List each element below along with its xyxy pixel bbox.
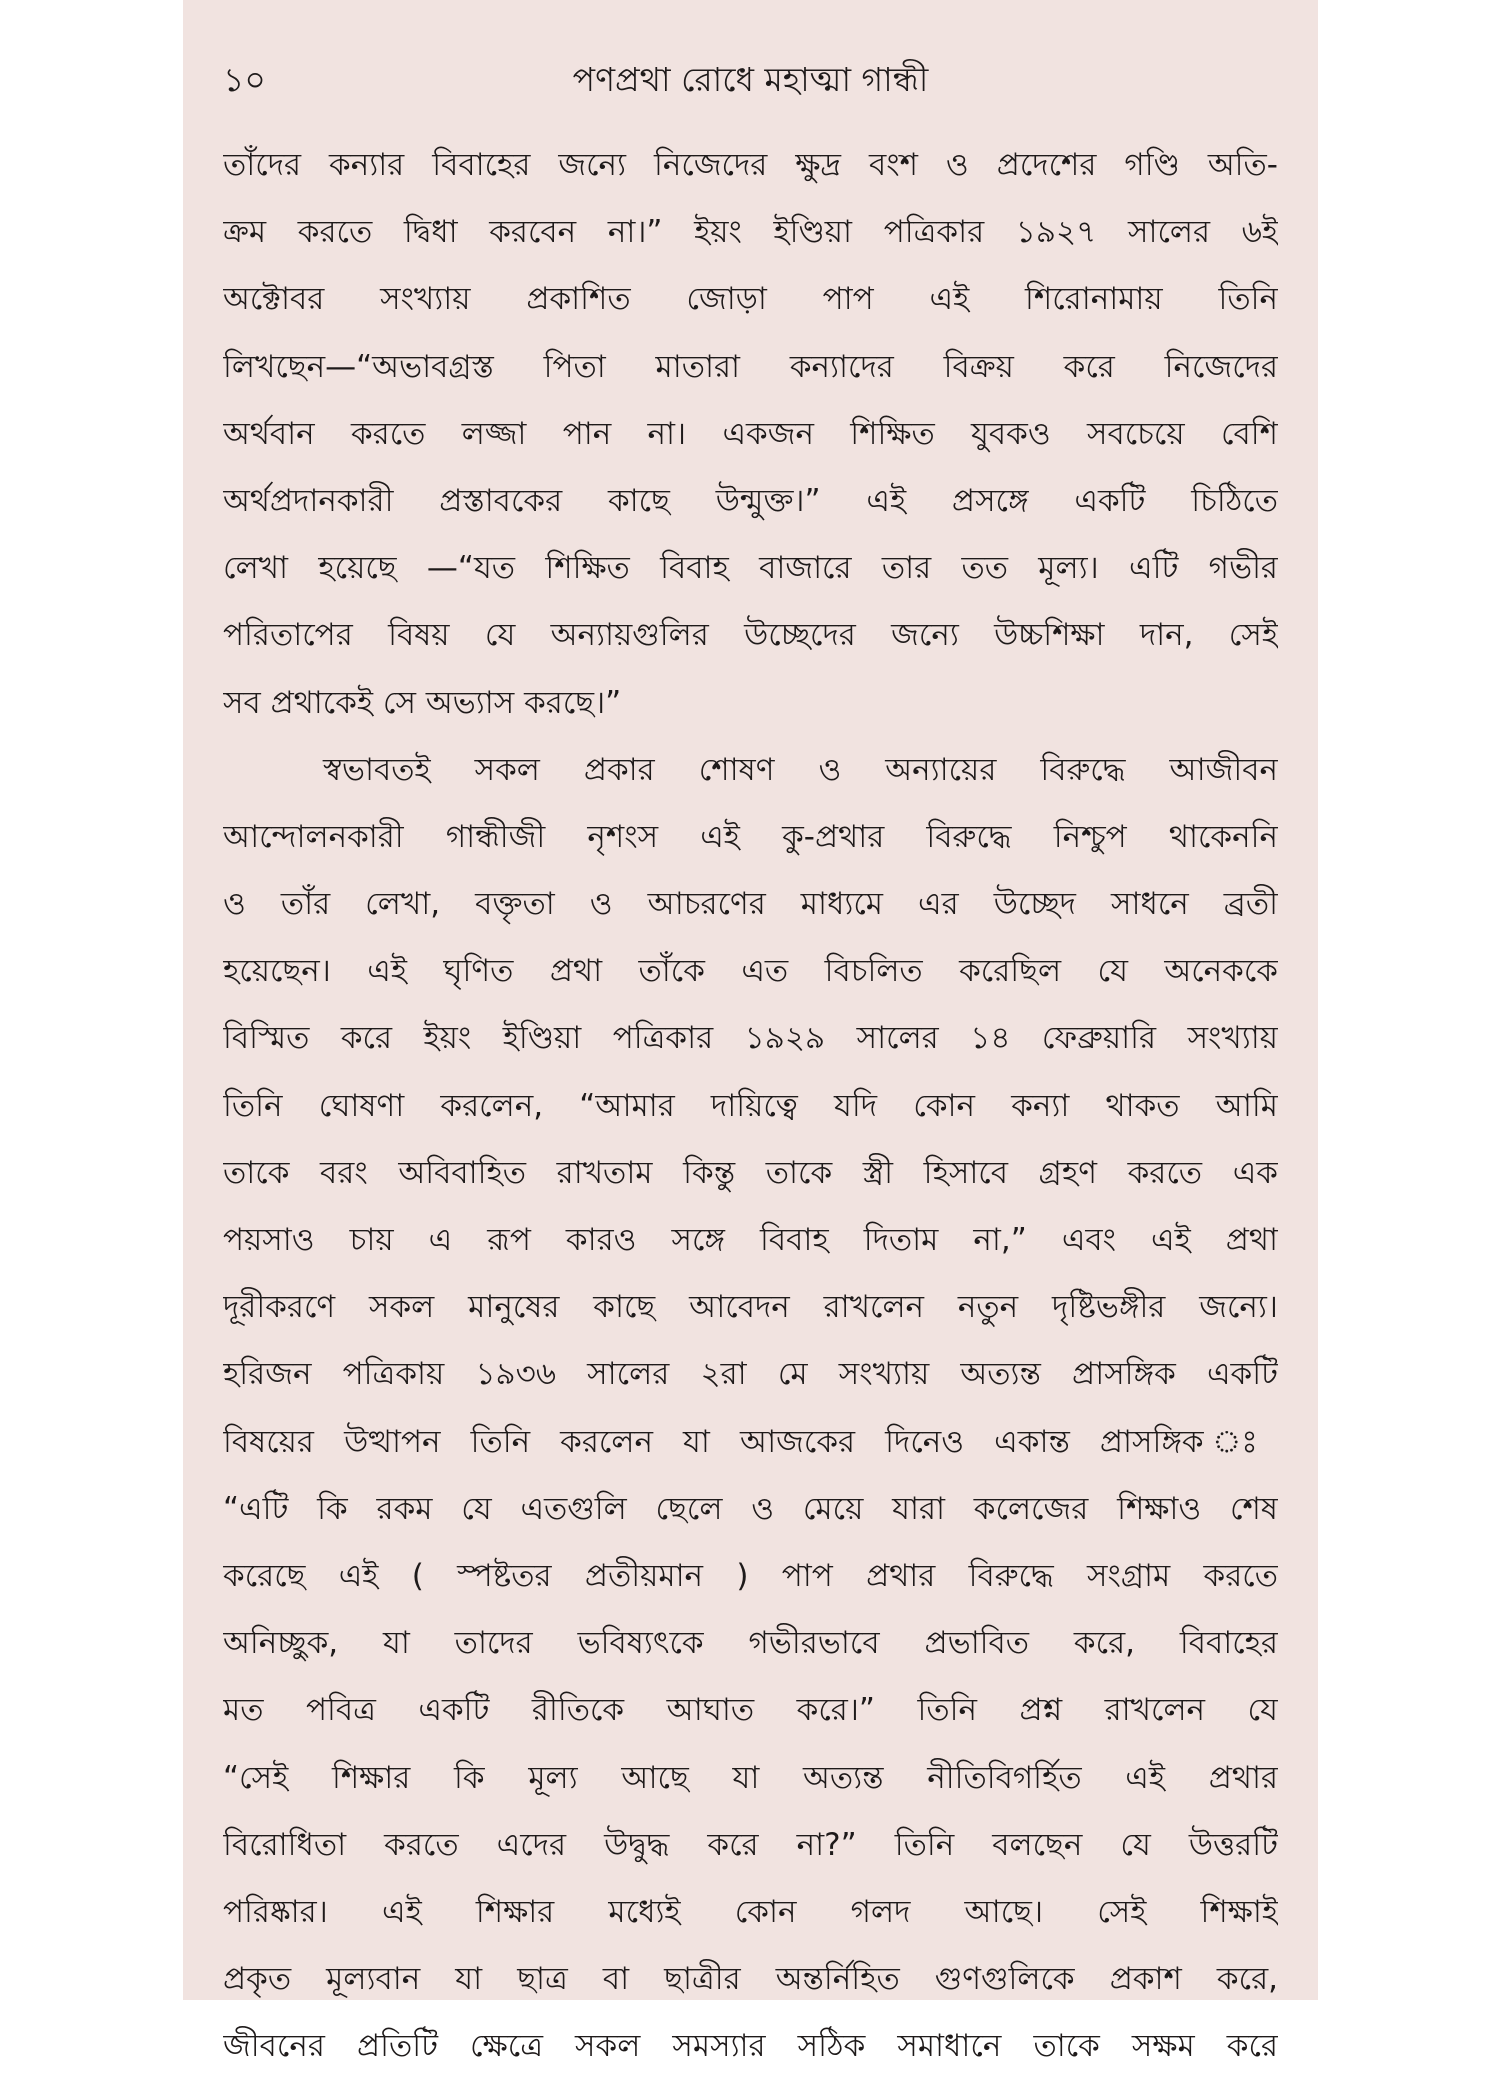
text-line: অক্টোবর সংখ্যায় প্রকাশিত জোড়া পাপ এই শিরোনামায় তিনি — [223, 281, 1278, 318]
text-line: করেছে এই ( স্পষ্টতর প্রতীয়মান ) পাপ প্রথার বিরুদ্ধে সংগ্রাম করতে — [223, 1557, 1278, 1594]
text-line: তাঁদের কন্যার বিবাহের জন্যে নিজেদের ক্ষুদ্র বংশ ও প্রদেশের গণ্ডি অতি- — [223, 147, 1278, 183]
text-line: ক্রম করতে দ্বিধা করবেন না।” ইয়ং ইণ্ডিয়া পত্রিকার ১৯২৭ সালের ৬ই — [223, 214, 1278, 251]
text-line: তিনি ঘোষণা করলেন, “আমার দায়িত্বে যদি কোন কন্যা থাকত আমি — [223, 1087, 1278, 1124]
text-line: জীবনের প্রতিটি ক্ষেত্রে সকল সমস্যার সঠিক সমাধানে তাকে সক্ষম করে — [223, 2028, 1278, 2065]
paragraph-1 — [223, 132, 1278, 737]
text-line: লেখা হয়েছে —“যত শিক্ষিত বিবাহ বাজারে তার তত মূল্য। এটি গভীর — [223, 550, 1278, 587]
text-line: মত পবিত্র একটি রীতিকে আঘাত করে।” তিনি প্রশ্ন রাখলেন যে — [223, 1692, 1278, 1729]
text-line: “সেই শিক্ষার কি মূল্য আছে যা অত্যন্ত নীতিবিগর্হিত এই প্রথার — [223, 1759, 1278, 1796]
text-line: সব প্রথাকেই সে অভ্যাস করছে।” — [223, 684, 622, 721]
page-number: ১০ — [223, 60, 266, 99]
text-line: বিস্মিত করে ইয়ং ইণ্ডিয়া পত্রিকার ১৯২৯ সালের ১৪ ফেব্রুয়ারি সংখ্যায় — [223, 1020, 1278, 1057]
page-header — [223, 55, 1278, 105]
text-line: পরিতাপের বিষয় যে অন্যায়গুলির উচ্ছেদের জন্যে উচ্চশিক্ষা দান, সেই — [223, 617, 1278, 654]
text-line: তাকে বরং অবিবাহিত রাখতাম কিন্তু তাকে স্ত্রী হিসাবে গ্রহণ করতে এক — [223, 1154, 1278, 1191]
text-line: লিখছেন—“অভাবগ্রস্ত পিতা মাতারা কন্যাদের বিক্রয় করে নিজেদের — [223, 348, 1278, 385]
text-line: বিষয়ের উত্থাপন তিনি করলেন যা আজকের দিনেও একান্ত প্রাসঙ্গিক ঃ — [223, 1423, 1278, 1460]
text-line: “এটি কি রকম যে এতগুলি ছেলে ও মেয়ে যারা কলেজের শিক্ষাও শেষ — [223, 1490, 1278, 1527]
text-line: অর্থবান করতে লজ্জা পান না। একজন শিক্ষিত যুবকও সবচেয়ে বেশি — [223, 415, 1278, 452]
text-line: পরিষ্কার। এই শিক্ষার মধ্যেই কোন গলদ আছে। সেই শিক্ষাই — [223, 1893, 1278, 1930]
text-line: আন্দোলনকারী গান্ধীজী নৃশংস এই কু-প্রথার বিরুদ্ধে নিশ্চুপ থাকেননি — [223, 818, 1278, 855]
text-line: দূরীকরণে সকল মানুষের কাছে আবেদন রাখলেন নতুন দৃষ্টিভঙ্গীর জন্যে। — [223, 1289, 1278, 1326]
text-line: প্রকৃত মূল্যবান যা ছাত্র বা ছাত্রীর অন্তর্নিহিত গুণগুলিকে প্রকাশ করে, — [223, 1961, 1278, 1998]
text-line: স্বভাবতই সকল প্রকার শোষণ ও অন্যায়ের বিরুদ্ধে আজীবন — [323, 751, 1278, 788]
paragraph-2 — [223, 737, 1278, 2080]
book-page — [183, 0, 1318, 2065]
text-line: অর্থপ্রদানকারী প্রস্তাবকের কাছে উন্মুক্ত।” এই প্রসঙ্গে একটি চিঠিতে — [223, 482, 1278, 519]
text-line: অনিচ্ছুক, যা তাদের ভবিষ্যৎকে গভীরভাবে প্রভাবিত করে, বিবাহের — [223, 1625, 1278, 1662]
text-line: হয়েছেন। এই ঘৃণিত প্রথা তাঁকে এত বিচলিত করেছিল যে অনেককে — [223, 953, 1278, 990]
text-line: হরিজন পত্রিকায় ১৯৩৬ সালের ২রা মে সংখ্যায় অত্যন্ত প্রাসঙ্গিক একটি — [223, 1356, 1278, 1393]
text-line: বিরোধিতা করতে এদের উদ্বুদ্ধ করে না?” তিনি বলছেন যে উত্তরটি — [223, 1826, 1278, 1863]
text-line: ও তাঁর লেখা, বক্তৃতা ও আচরণের মাধ্যমে এর উচ্ছেদ সাধনে ব্রতী — [223, 886, 1278, 923]
text-line: পয়সাও চায় এ রূপ কারও সঙ্গে বিবাহ দিতাম না,” এবং এই প্রথা — [223, 1222, 1278, 1258]
body-text — [223, 132, 1278, 2080]
running-title: পণপ্রথা রোধে মহাত্মা গান্ধী — [572, 60, 929, 99]
